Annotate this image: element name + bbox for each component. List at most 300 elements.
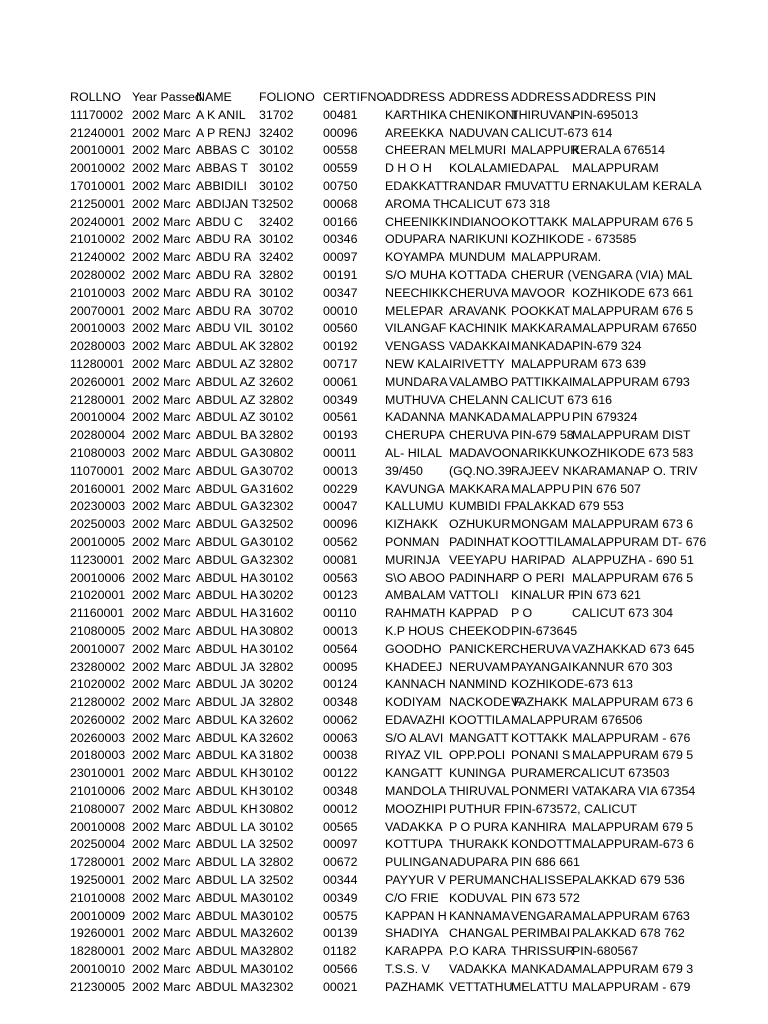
cell-address-pin: VENGARA (VIA) MAL: [572, 267, 693, 282]
cell-rollno: 21160001: [70, 606, 125, 621]
cell-certifno: 00564: [323, 641, 358, 656]
table-row: [70, 214, 700, 232]
cell-address-1: KADANNA: [385, 410, 445, 425]
cell-address-3: MALAPPURAM.: [511, 250, 602, 265]
table-row: [70, 552, 700, 570]
cell-certifno: 00061: [323, 374, 358, 389]
cell-certifno: 00063: [323, 730, 358, 745]
cell-certifno: 00038: [323, 748, 358, 763]
cell-rollno: 21010006: [70, 784, 126, 799]
cell-rollno: 20010006: [70, 570, 126, 585]
cell-address-1: MUNDARA: [385, 374, 448, 389]
cell-rollno: 11170002: [70, 107, 124, 122]
cell-address-2: KANNAMA: [449, 908, 511, 923]
cell-address-3: PURAMER: [511, 766, 573, 781]
cell-address-2: THIRUVAL: [449, 784, 510, 799]
cell-address-pin: [572, 498, 700, 516]
cell-rollno: 20010009: [70, 908, 126, 923]
cell-address-2: CHEEKOD: [449, 623, 511, 638]
cell-address-2: PADINHAR: [449, 570, 513, 585]
cell-certifno: 00124: [323, 677, 358, 692]
cell-address-pin: PALAKKAD 678 762: [572, 926, 685, 941]
cell-address-2: NACKODE F: [449, 695, 522, 710]
table-row: [70, 854, 700, 872]
cell-address-3: PATTIKKAI: [511, 374, 573, 389]
cell-address-pin: MALAPPURAM 679 5: [572, 748, 694, 763]
cell-foliono: 32302: [259, 552, 294, 567]
table-row: [70, 463, 700, 481]
cell-address-pin: [572, 356, 700, 374]
cell-certifno: 01182: [323, 944, 357, 959]
cell-address-1: KAPPAN H: [385, 908, 447, 923]
cell-year-passed: 2002 Marc: [132, 374, 191, 389]
cell-foliono: 32602: [259, 374, 294, 389]
cell-address-3: PERIMBAI: [511, 926, 571, 941]
cell-name: ABDUL GA: [196, 552, 259, 567]
cell-address-1: PONMAN: [385, 534, 440, 549]
cell-name: ABDUL MA: [196, 979, 259, 994]
cell-rollno: 20230003: [70, 499, 126, 514]
cell-address-3: P O PERI: [511, 570, 565, 585]
cell-address-pin: [572, 623, 700, 641]
cell-foliono: 31602: [259, 606, 294, 621]
cell-rollno: 20180003: [70, 748, 126, 763]
cell-foliono: 32402: [259, 214, 294, 229]
cell-address-3: EDAPAL: [511, 161, 559, 176]
cell-address-1: KHADEEJ: [385, 659, 443, 674]
cell-certifno: 00068: [323, 196, 358, 211]
cell-address-1: PAZHAMK: [385, 979, 444, 994]
cell-address-2: P.O KARA: [449, 944, 506, 959]
cell-address-1: MUTHUVA: [385, 392, 446, 407]
cell-address-pin: [572, 196, 700, 214]
cell-address-3: CHALISSE: [511, 873, 573, 888]
cell-address-3: KANHIRA: [511, 819, 567, 834]
cell-name: ABDUL MA: [196, 926, 259, 941]
cell-rollno: 17280001: [70, 855, 126, 870]
cell-address-3: CHERUR (: [511, 267, 572, 282]
cell-foliono: 30802: [259, 801, 294, 816]
cell-address-1: NEECHIKK: [385, 285, 449, 300]
cell-year-passed: 2002 Marc: [132, 463, 191, 478]
cell-address-3: MANKADA: [511, 962, 573, 977]
cell-year-passed: 2002 Marc: [132, 837, 191, 852]
cell-rollno: 21250001: [70, 196, 126, 211]
cell-rollno: 20070001: [70, 303, 126, 318]
cell-year-passed: 2002 Marc: [132, 588, 191, 603]
cell-foliono: 32302: [259, 499, 294, 514]
cell-address-2: PERUMAN: [449, 873, 511, 888]
cell-name: ABDUL AK: [196, 339, 257, 354]
cell-certifno: 00013: [323, 463, 358, 478]
cell-year-passed: 2002 Marc: [132, 517, 191, 532]
cell-address-1: KOTTUPA: [385, 837, 443, 852]
table-row: [70, 659, 700, 677]
cell-year-passed: 2002 Marc: [132, 303, 191, 318]
cell-foliono: 32802: [259, 695, 294, 710]
table-row: [70, 801, 700, 819]
cell-address-2: MAKKARA: [449, 481, 510, 496]
table-row: [70, 534, 707, 552]
cell-name: ABDUL MA: [196, 962, 259, 977]
table-body: [70, 107, 707, 997]
cell-address-3: MAVOOR: [511, 285, 566, 300]
cell-address-pin: KOZHIKODE 673 661: [572, 285, 694, 300]
cell-address-2: CHENIKONI: [449, 107, 518, 122]
cell-foliono: 30102: [259, 908, 294, 923]
cell-foliono: 30702: [259, 463, 294, 478]
cell-name: ABDUL MA: [196, 908, 259, 923]
cell-rollno: 21080005: [70, 623, 126, 638]
cell-address-2: NADUVAN: [449, 125, 509, 140]
cell-year-passed: 2002 Marc: [132, 481, 191, 496]
cell-rollno: 11280001: [70, 356, 125, 371]
cell-name: ABDU RA: [196, 267, 252, 282]
cell-foliono: 32502: [259, 517, 294, 532]
cell-name: ABDUL HA: [196, 641, 258, 656]
cell-foliono: 31702: [259, 107, 294, 122]
cell-certifno: 00062: [323, 712, 358, 727]
cell-foliono: 30102: [259, 410, 294, 425]
cell-rollno: 20240001: [70, 214, 126, 229]
cell-address-1: RAHMATH: [385, 606, 446, 621]
cell-address-pin: [572, 712, 700, 730]
cell-address-3: MALAPPURAM 673 639: [511, 356, 646, 371]
cell-address-3: PIN-679 58: [511, 428, 574, 443]
cell-address-1: EDAKKATT: [385, 178, 450, 193]
cell-foliono: 30102: [259, 962, 294, 977]
header-foliono: FOLIONO: [259, 90, 315, 104]
cell-rollno: 23010001: [70, 766, 126, 781]
cell-certifno: 00229: [323, 481, 358, 496]
cell-address-1: K.P HOUS: [385, 623, 444, 638]
cell-year-passed: 2002 Marc: [132, 784, 191, 799]
table-row: [70, 747, 700, 765]
cell-address-pin: MALAPPURAM - 676: [572, 730, 691, 745]
cell-name: A K ANIL: [196, 107, 246, 122]
cell-address-2: ARAVANK: [449, 303, 507, 318]
cell-year-passed: 2002 Marc: [132, 232, 191, 247]
cell-certifno: 00011: [323, 445, 357, 460]
cell-year-passed: 2002 Marc: [132, 677, 191, 692]
cell-address-3: VAZHAKK: [511, 695, 568, 710]
cell-year-passed: 2002 Marc: [132, 570, 191, 585]
cell-name: ABDU RA: [196, 232, 252, 247]
cell-rollno: 19260001: [70, 926, 126, 941]
table-row: [70, 605, 700, 623]
table-row: [70, 231, 700, 249]
cell-rollno: 11070001: [70, 463, 125, 478]
cell-certifno: 00349: [323, 890, 358, 905]
cell-address-pin: KANNUR 670 303: [572, 659, 673, 674]
cell-name: ABDUL GA: [196, 499, 259, 514]
cell-certifno: 00012: [323, 801, 358, 816]
cell-year-passed: 2002 Marc: [132, 285, 191, 300]
cell-name: ABDUL LA: [196, 873, 256, 888]
table-row: [70, 498, 700, 516]
table-row: [70, 338, 700, 356]
cell-foliono: 30802: [259, 445, 294, 460]
cell-address-3: PONMERI: [511, 784, 569, 799]
cell-address-3: MALAPPU: [511, 410, 571, 425]
cell-year-passed: 2002 Marc: [132, 161, 191, 176]
table-row: [70, 783, 700, 801]
cell-address-1: CHEENIKK: [385, 214, 449, 229]
cell-name: ABDUL GA: [196, 534, 259, 549]
cell-year-passed: 2002 Marc: [132, 107, 191, 122]
cell-foliono: 32302: [259, 979, 294, 994]
cell-address-1: D H O H: [385, 161, 432, 176]
cell-address-1: VADAKKA: [385, 819, 443, 834]
cell-address-1: MOOZHIPI: [385, 801, 447, 816]
cell-foliono: 30102: [259, 178, 294, 193]
cell-rollno: 11230001: [70, 552, 125, 567]
cell-address-pin: MALAPPURAM DIST: [572, 428, 691, 443]
cell-address-pin: MALAPPURAM-673 6: [572, 837, 694, 852]
cell-address-2: VEEYAPU: [449, 552, 507, 567]
cell-address-1: VILANGAF: [385, 321, 447, 336]
cell-address-2: MANKADA: [449, 410, 511, 425]
cell-name: ABBIDILI: [196, 178, 247, 193]
cell-address-3: PIN 686 661: [511, 855, 580, 870]
table-row: [70, 570, 700, 588]
cell-foliono: 30102: [259, 784, 294, 799]
cell-year-passed: 2002 Marc: [132, 766, 191, 781]
cell-address-2: OZHUKUR: [449, 517, 511, 532]
cell-rollno: 21010008: [70, 890, 126, 905]
cell-certifno: 00097: [323, 837, 358, 852]
table-row: [70, 142, 700, 160]
cell-address-2: KACHINIK: [449, 321, 508, 336]
cell-address-2: VETTATHU: [449, 979, 513, 994]
cell-address-pin: KERALA 676514: [572, 143, 666, 158]
cell-address-1: CHERUPA: [385, 428, 445, 443]
cell-address-pin: ERNAKULAM KERALA: [572, 178, 702, 193]
cell-address-pin: PIN 673 621: [572, 588, 641, 603]
cell-year-passed: 2002 Marc: [132, 250, 191, 265]
cell-address-3: MALAPPU: [511, 481, 571, 496]
cell-address-1: SHADIYA: [385, 926, 439, 941]
cell-address-3: [511, 196, 572, 214]
table-row: [70, 516, 700, 534]
table-row: [70, 481, 700, 499]
cell-rollno: 20010008: [70, 819, 126, 834]
cell-certifno: 00672: [323, 855, 358, 870]
cell-address-3: PIN 673 572: [511, 890, 580, 905]
cell-address-1: KODIYAM: [385, 695, 442, 710]
cell-address-3: PALAKKAD 679 553: [511, 499, 624, 514]
cell-address-1: EDAVAZHI: [385, 712, 446, 727]
cell-address-pin: PIN-680567: [572, 944, 639, 959]
cell-address-pin: CALICUT 673 304: [572, 606, 674, 621]
cell-address-2: KOOTTILA: [449, 712, 511, 727]
cell-certifno: 00561: [323, 410, 358, 425]
cell-address-pin: MALAPPURAM 679 5: [572, 819, 694, 834]
cell-year-passed: 2002 Marc: [132, 143, 191, 158]
cell-name: ABDU RA: [196, 285, 252, 300]
cell-address-pin: MALAPPURAM 67650: [572, 321, 697, 336]
cell-address-pin: MALAPPURAM - 679: [572, 979, 691, 994]
cell-address-pin: PIN 679324: [572, 410, 638, 425]
cell-address-pin: PIN-679 324: [572, 339, 642, 354]
cell-year-passed: 2002 Marc: [132, 979, 191, 994]
cell-address-3: KOTTAKK: [511, 214, 568, 229]
cell-foliono: 30102: [259, 766, 294, 781]
cell-name: ABDUL KH: [196, 766, 258, 781]
cell-address-1: 39/450: [385, 463, 423, 478]
cell-rollno: 21240002: [70, 250, 126, 265]
cell-rollno: 21280002: [70, 695, 126, 710]
cell-address-pin: MALAPPURAM 6763: [572, 908, 690, 923]
table-row: [70, 979, 700, 997]
cell-address-2: MANGATT: [449, 730, 509, 745]
cell-year-passed: 2002 Marc: [132, 712, 191, 727]
cell-address-2: OPP.POLI: [449, 748, 506, 763]
cell-foliono: 30102: [259, 285, 294, 300]
cell-rollno: 21010003: [70, 285, 126, 300]
table-row: [70, 676, 700, 694]
cell-address-pin: KARAMANAP O. TRIV: [572, 463, 698, 478]
cell-year-passed: 2002 Marc: [132, 641, 191, 656]
cell-address-3: KOZHIKODE - 673585: [511, 232, 637, 247]
cell-name: ABDUL AZ: [196, 392, 256, 407]
cell-address-2: RANDAR F: [449, 178, 513, 193]
cell-address-3: MELATTU: [511, 979, 568, 994]
cell-address-2: KAPPAD: [449, 606, 499, 621]
cell-name: ABDUL GA: [196, 445, 259, 460]
cell-foliono: 32802: [259, 267, 294, 282]
cell-address-1: T.S.S. V: [385, 962, 430, 977]
cell-address-2: CALICUT 673 318: [449, 196, 551, 211]
cell-rollno: 20010007: [70, 641, 126, 656]
cell-name: ABDUL LA: [196, 819, 256, 834]
cell-certifno: 00566: [323, 962, 358, 977]
cell-certifno: 00021: [323, 979, 358, 994]
cell-certifno: 00349: [323, 392, 358, 407]
cell-address-3: KONDOTT: [511, 837, 572, 852]
cell-year-passed: 2002 Marc: [132, 926, 191, 941]
cell-name: ABDUL GA: [196, 517, 259, 532]
cell-foliono: 32802: [259, 392, 294, 407]
cell-address-3: KOTTAKK: [511, 730, 568, 745]
cell-address-2: P O PURA: [449, 819, 508, 834]
cell-address-1: RIYAZ VIL: [385, 748, 443, 763]
table-row: [70, 160, 700, 178]
cell-foliono: 30102: [259, 890, 294, 905]
cell-address-pin: PIN 676 507: [572, 481, 641, 496]
cell-address-pin: MALAPPURAM 676 5: [572, 214, 694, 229]
cell-address-1: S/O MUHA: [385, 267, 447, 282]
cell-address-pin: [572, 231, 700, 249]
cell-certifno: 00096: [323, 517, 358, 532]
cell-address-1: KANGATT: [385, 766, 443, 781]
header-address-3: ADDRESS: [511, 90, 571, 104]
cell-certifno: 00575: [323, 908, 358, 923]
cell-name: ABDUL JA: [196, 659, 255, 674]
cell-address-2: NERUVAM: [449, 659, 511, 674]
table-row: [70, 925, 700, 943]
cell-foliono: 32802: [259, 356, 294, 371]
cell-year-passed: 2002 Marc: [132, 196, 191, 211]
cell-rollno: 20250004: [70, 837, 126, 852]
cell-foliono: 30102: [259, 143, 294, 158]
cell-year-passed: 2002 Marc: [132, 890, 191, 905]
cell-address-pin: [572, 125, 700, 143]
table-row: [70, 836, 700, 854]
cell-rollno: 21020001: [70, 588, 126, 603]
table-row: [70, 943, 700, 961]
cell-address-1: KAVUNGA: [385, 481, 445, 496]
cell-address-3: RAJEEV N: [511, 463, 572, 478]
cell-address-pin: MALAPPURAM 6793: [572, 374, 690, 389]
cell-certifno: 00110: [323, 606, 357, 621]
cell-address-3: KINALUR F: [511, 588, 576, 603]
cell-year-passed: 2002 Marc: [132, 534, 191, 549]
data-table: [70, 89, 707, 997]
cell-address-2: VALAMBO: [449, 374, 508, 389]
table-row: [70, 125, 700, 143]
cell-address-pin: [572, 676, 700, 694]
cell-year-passed: 2002 Marc: [132, 125, 191, 140]
cell-year-passed: 2002 Marc: [132, 606, 191, 621]
cell-address-1: S\O ABOO: [385, 570, 445, 585]
cell-foliono: 30102: [259, 819, 294, 834]
cell-address-2: (GQ.NO.39: [449, 463, 512, 478]
cell-year-passed: 2002 Marc: [132, 748, 191, 763]
cell-foliono: 32802: [259, 339, 294, 354]
cell-foliono: 30102: [259, 321, 294, 336]
cell-address-3: PAYANGAI: [511, 659, 572, 674]
cell-address-1: S/O ALAVI: [385, 730, 444, 745]
header-row: [70, 89, 700, 107]
cell-address-1: NEW KALA: [385, 356, 450, 371]
cell-address-pin: CALICUT 673503: [572, 766, 670, 781]
cell-address-1: GOODHO: [385, 641, 442, 656]
cell-name: ABDUL KH: [196, 784, 258, 799]
cell-rollno: 20260002: [70, 712, 126, 727]
cell-certifno: 00010: [323, 303, 358, 318]
cell-rollno: 20280002: [70, 267, 126, 282]
cell-address-1: VENGASS: [385, 339, 445, 354]
cell-address-3: CALICUT 673 616: [511, 392, 613, 407]
cell-year-passed: 2002 Marc: [132, 178, 191, 193]
cell-year-passed: 2002 Marc: [132, 339, 191, 354]
cell-year-passed: 2002 Marc: [132, 410, 191, 425]
cell-name: ABDUL GA: [196, 463, 259, 478]
cell-name: ABDU VIL: [196, 321, 253, 336]
cell-rollno: 20010001: [70, 143, 126, 158]
table-row: [70, 196, 700, 214]
cell-certifno: 00344: [323, 873, 358, 888]
cell-address-3: MALAPPUR: [511, 143, 580, 158]
cell-rollno: 21230005: [70, 979, 126, 994]
cell-name: ABDUL LA: [196, 837, 256, 852]
table-row: [70, 872, 700, 890]
cell-foliono: 32502: [259, 873, 294, 888]
cell-year-passed: 2002 Marc: [132, 499, 191, 514]
table-row: [70, 374, 700, 392]
cell-address-2: PADINHAT: [449, 534, 510, 549]
cell-address-3: THIRUVAN: [511, 107, 574, 122]
cell-name: ABDUL AZ: [196, 410, 256, 425]
header-rollno: ROLLNO: [70, 90, 121, 104]
cell-certifno: 00081: [323, 552, 358, 567]
table-row: [70, 285, 700, 303]
table-row: [70, 623, 700, 641]
table-row: [70, 249, 700, 267]
cell-rollno: 20010010: [70, 962, 126, 977]
cell-address-1: PAYYUR V: [385, 873, 446, 888]
